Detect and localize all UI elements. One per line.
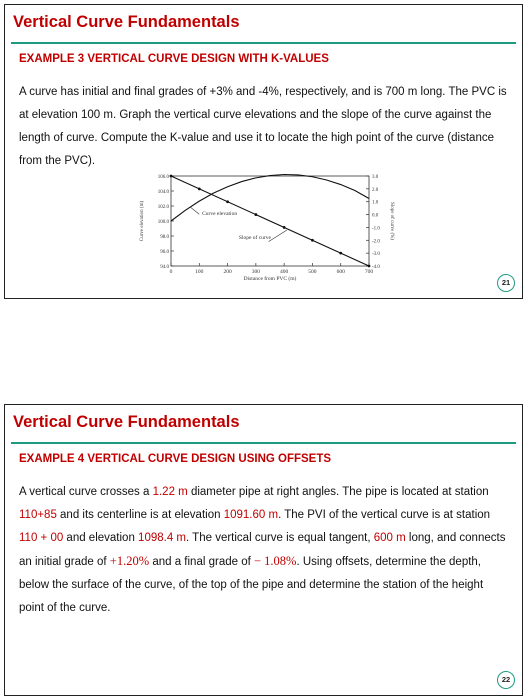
text-run: . Using offsets, determine the depth, below the surface of the curve, of the top of the pipe and determine the station of the height point of the curve. — [19, 556, 484, 614]
curve-elevation-line — [171, 175, 369, 222]
pipe-elevation: 1091.60 m — [223, 509, 279, 521]
example-heading: EXAMPLE 3 VERTICAL CURVE DESIGN WITH K-VALUES — [19, 53, 329, 65]
text-run: A vertical curve crosses a — [19, 486, 153, 498]
pipe-diameter: 1.22 m — [152, 486, 188, 498]
annotation-slope-of-curve: Slope of curve — [238, 235, 271, 241]
slope-point — [254, 213, 257, 216]
x-axis-label: Distance from PVC (m) — [243, 276, 297, 282]
page-number-badge: 21 — [497, 274, 515, 292]
y2-tick-label: -1.0 — [372, 226, 380, 232]
slide-title: Vertical Curve Fundamentals — [13, 413, 240, 431]
pipe-station: 110+85 — [19, 509, 57, 521]
y-tick-label: 104.0 — [157, 190, 169, 195]
title-divider — [11, 42, 516, 44]
slope-point — [226, 200, 229, 203]
annotation-leader — [269, 230, 287, 242]
problem-statement — [19, 481, 510, 620]
y2-tick-label: 3.0 — [372, 175, 379, 180]
problem-statement: A curve has initial and final grades of +3% and -4%, respectively, and is 700 m long. The PVC is at elevation 100 m. Graph the vertical curve elevations and the slope of the curve against the length of curve. Compute the K-value and use it to locate the high point of the curve (distance from the PVC). — [19, 86, 507, 167]
initial-grade: +1.20% — [109, 554, 150, 568]
page-number-badge: 22 — [497, 671, 515, 689]
text-run: long, and connects an initial grade of — [19, 532, 506, 568]
y-tick-label: 96.0 — [160, 250, 169, 255]
text-run: . The vertical curve is equal tangent, — [186, 532, 374, 544]
y2-tick-label: -4.0 — [372, 265, 380, 270]
x-tick-label: 700 — [364, 269, 374, 275]
y2-tick-label: 2.0 — [372, 187, 379, 193]
slope-point — [368, 265, 371, 268]
y-tick-label: 102.0 — [157, 205, 169, 210]
pvi-station: 110 + 00 — [19, 532, 64, 544]
text-run: diameter pipe at right angles. The pipe is located at station — [187, 486, 489, 498]
x-tick-label: 300 — [251, 269, 260, 275]
text-run: . The PVI of the vertical curve is at station — [278, 509, 491, 521]
x-tick-label: 500 — [308, 269, 317, 275]
pvi-elevation: 1098.4 m — [138, 532, 186, 544]
y-tick-label: 100.0 — [157, 220, 169, 225]
slope-point — [283, 226, 286, 229]
text-run: and its centerline is at elevation — [56, 509, 224, 521]
slope-point — [198, 187, 201, 190]
final-grade: − 1.08% — [254, 554, 297, 568]
y2-tick-label: -3.0 — [372, 252, 380, 258]
y2-tick-label: -2.0 — [372, 239, 380, 245]
slope-line — [171, 176, 369, 266]
x-tick-label: 600 — [336, 269, 345, 275]
y-tick-label: 106.0 — [157, 175, 169, 180]
x-tick-label: 200 — [223, 269, 232, 275]
x-tick-label: 0 — [169, 269, 173, 275]
y2-axis-label: Slope of curve (%) — [389, 202, 394, 240]
slide-title: Vertical Curve Fundamentals — [13, 13, 240, 31]
y2-tick-label: 0.0 — [372, 213, 379, 219]
slope-point — [339, 252, 342, 255]
y2-tick-label: 1.0 — [372, 200, 379, 206]
slide-22 — [4, 404, 523, 696]
slope-point — [311, 239, 314, 242]
annotation-curve-elevation: Curve elevation — [202, 211, 238, 217]
text-run: and a final grade of — [149, 556, 254, 568]
annotation-leader — [191, 208, 199, 215]
y-tick-label: 98.0 — [160, 235, 169, 240]
vertical-curve-chart — [135, 170, 397, 288]
example-heading: EXAMPLE 4 VERTICAL CURVE DESIGN USING OFFSETS — [19, 453, 332, 465]
y-tick-label: 94.0 — [160, 265, 169, 270]
chart-marks — [170, 175, 371, 268]
x-tick-label: 100 — [195, 269, 204, 275]
x-tick-label: 400 — [280, 269, 289, 275]
title-divider — [11, 442, 516, 444]
slope-point — [170, 175, 173, 178]
text-run: and elevation — [63, 532, 139, 544]
curve-length: 600 m — [373, 532, 406, 544]
y-axis-label: Curve elevation (m) — [140, 200, 145, 242]
